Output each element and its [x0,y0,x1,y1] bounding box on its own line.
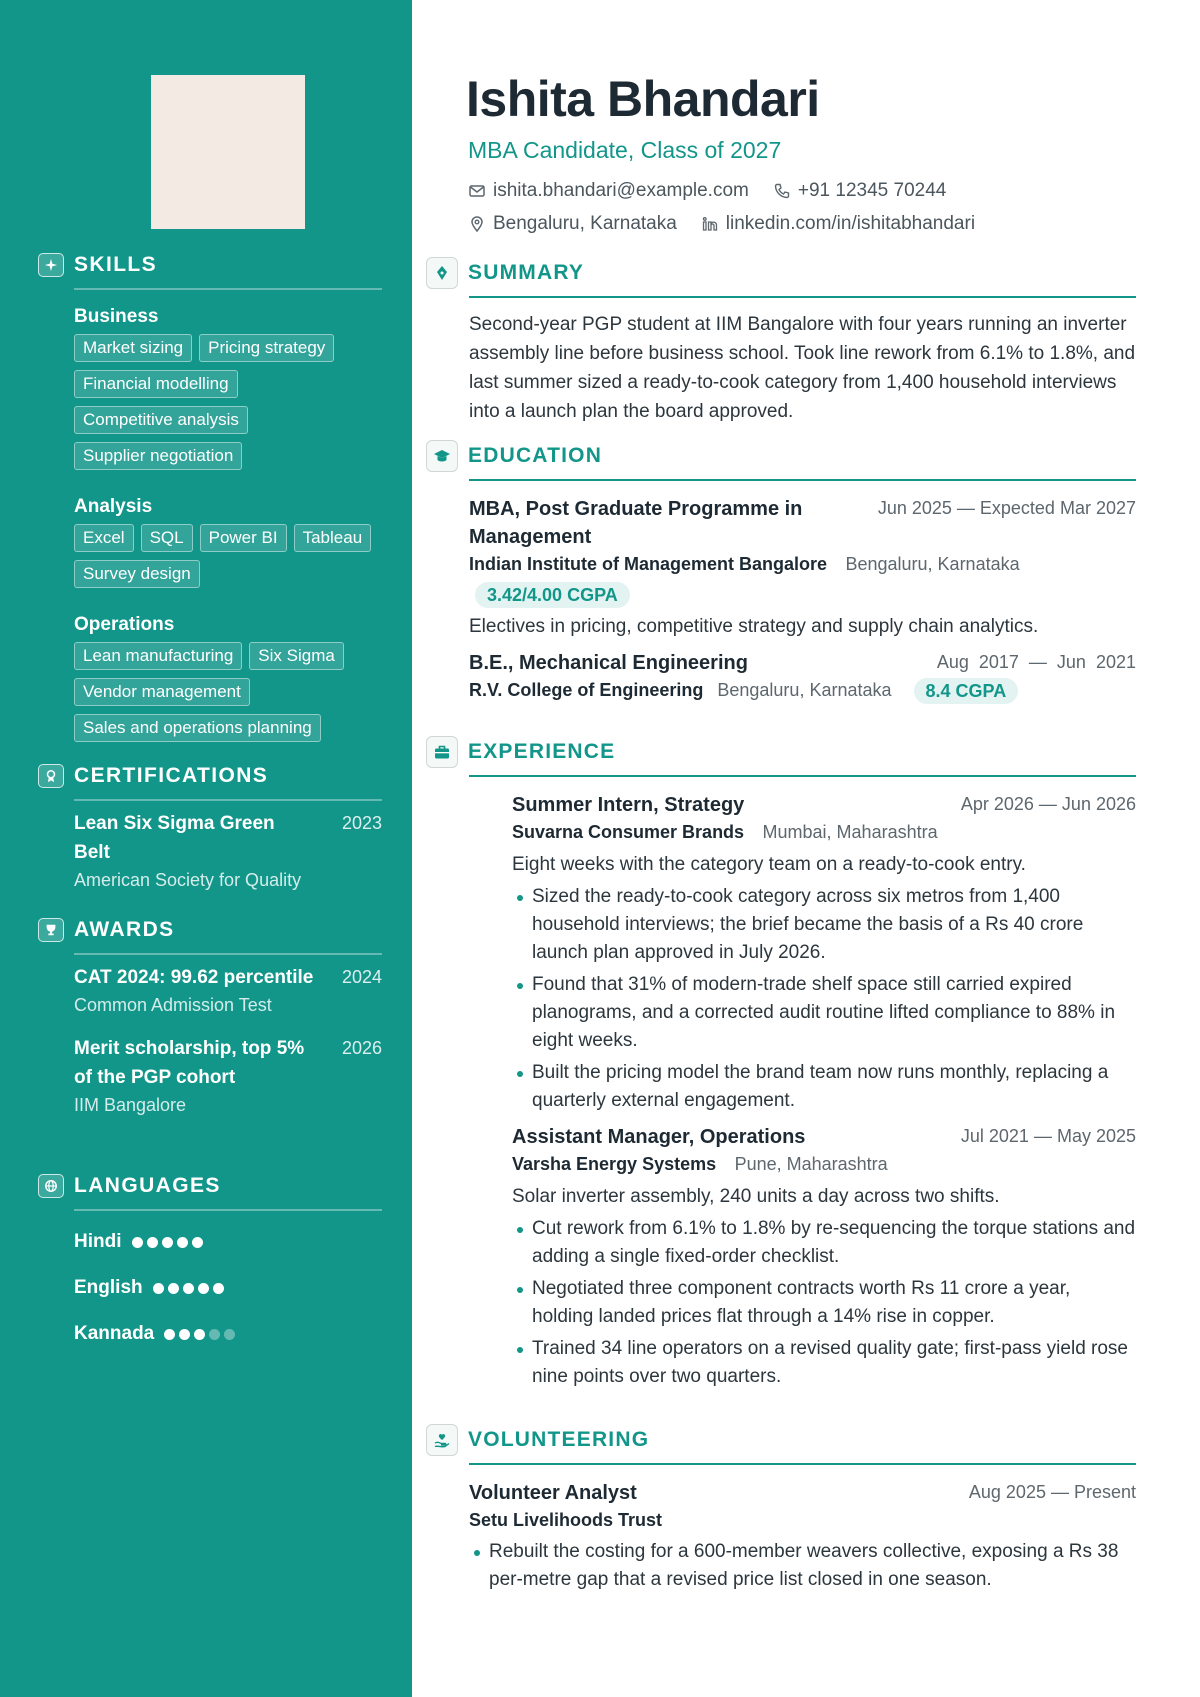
certification-name: Lean Six Sigma Green Belt [74,813,275,863]
email-contact[interactable] [468,180,749,202]
award-name: Merit scholarship, top 5% of the PGP cohort [74,1038,305,1088]
skill-chip: Financial modelling [74,370,238,398]
skill-chip: Competitive analysis [74,406,248,434]
skill-chip: Excel [74,524,134,552]
education-dates: Aug 2017 — Jun 2021 [936,652,1136,672]
sparkle-icon [38,253,64,277]
bullet-item: Sized the ready-to-cook category across six metros from 1,400 household interviews; the brief became the basis of a Rs 40 crore launch plan approved in July 2026. [512,883,1136,967]
proficiency-dot-filled [177,1237,188,1248]
linkedin-contact[interactable] [701,213,975,235]
summary-section [426,256,1136,426]
divider [469,479,1136,481]
proficiency-dot-filled [179,1329,190,1340]
certificate-icon [38,764,64,788]
award-name: CAT 2024: 99.62 percentile [74,967,314,988]
job-role: Assistant Manager, Operations [512,1126,806,1148]
bullet-item: Trained 34 line operators on a revised quality gate; first-pass yield rose nine points over two quarters. [512,1335,1136,1391]
language-name: Kannada [74,1323,155,1344]
bullet-item: Found that 31% of modern-trade shelf space still carried expired planograms, and a corrected audit routine lifted compliance to 88% in eight weeks. [512,971,1136,1055]
proficiency-dots [164,1329,239,1340]
skill-chip: Market sizing [74,334,192,362]
degree: MBA, Post Graduate Programme in Management [469,498,803,548]
briefcase-icon [426,736,458,768]
skill-chip: Sales and operations planning [74,714,321,742]
divider [74,799,382,801]
education-note: Electives in pricing, competitive strategy and supply chain analytics. [469,616,1039,637]
proficiency-dot-empty [224,1329,235,1340]
skill-chip: Tableau [294,524,372,552]
contact-row-1 [468,180,970,202]
headline: MBA Candidate, Class of 2027 [468,137,782,163]
award-issuer: IIM Bangalore [74,1095,187,1115]
education-item [469,495,1136,641]
school-name: Indian Institute of Management Bangalore [469,554,828,574]
skill-chip: SQL [141,524,193,552]
skill-chip: Lean manufacturing [74,642,242,670]
skill-chip: Supplier negotiation [74,442,242,470]
volunteer-bullets [469,1538,1136,1594]
education-section [426,439,1136,704]
award-item [74,1034,382,1118]
award-item [74,963,382,1018]
proficiency-dot-filled [192,1237,203,1248]
volunteer-dates: Aug 2025 — Present [968,1482,1136,1502]
proficiency-dot-filled [198,1283,209,1294]
phone-text: +91 12345 70244 [797,180,947,201]
proficiency-dot-filled [132,1237,143,1248]
skill-group-operations [74,614,382,742]
proficiency-dot-filled [147,1237,158,1248]
job-summary: Solar inverter assembly, 240 units a day across two shifts. [512,1186,1000,1207]
proficiency-dot-filled [183,1283,194,1294]
proficiency-dots [153,1283,228,1294]
linkedin-text: linkedin.com/in/ishitabhandari [725,213,976,234]
education-item [469,649,1136,704]
pen-nib-icon [426,257,458,289]
divider [469,1463,1136,1465]
skill-group-analysis [74,496,382,588]
degree: B.E., Mechanical Engineering [469,652,748,674]
job-dates: Jul 2021 — May 2025 [960,1126,1136,1146]
language-item [74,1273,382,1303]
certification-year: 2023 [341,813,382,833]
job-summary: Eight weeks with the category team on a ready-to-cook entry. [512,854,1026,875]
email-text: ishita.bhandari@example.com [493,180,749,201]
proficiency-dot-filled [162,1237,173,1248]
skill-group-title: Business [74,306,159,327]
certifications-section [38,762,382,893]
graduation-cap-icon [426,440,458,472]
school-location: Bengaluru, Karnataka [717,680,892,700]
hand-heart-icon [426,1424,458,1456]
skill-chip: Vendor management [74,678,250,706]
skill-chip: Pricing strategy [199,334,334,362]
skill-chip: Six Sigma [249,642,344,670]
divider [74,288,382,290]
awards-title: AWARDS [74,918,175,941]
school-name: R.V. College of Engineering [469,680,704,700]
experience-title: EXPERIENCE [468,740,616,763]
location-text: Bengaluru, Karnataka [493,213,677,234]
skills-title: SKILLS [74,253,158,276]
skill-group-business [74,306,382,470]
company-name: Varsha Energy Systems [512,1154,717,1174]
bullet-item: Rebuilt the costing for a 600-member weavers collective, exposing a Rs 38 per-metre gap that a revised price list closed in one season. [469,1538,1136,1594]
language-name: Hindi [74,1231,122,1252]
award-year: 2024 [341,967,382,987]
award-issuer: Common Admission Test [74,995,272,1015]
certifications-title: CERTIFICATIONS [74,764,269,787]
envelope-icon [468,182,486,200]
divider [74,1209,382,1211]
company-location: Mumbai, Maharashtra [762,822,938,842]
divider [469,296,1136,298]
proficiency-dot-empty [209,1329,220,1340]
job-bullets [512,883,1136,1115]
job-bullets [512,1215,1136,1391]
skill-chip: Power BI [200,524,287,552]
proficiency-dot-filled [164,1329,175,1340]
bullet-item: Cut rework from 6.1% to 1.8% by re-sequencing the torque stations and adding a single fixed-order checklist. [512,1215,1136,1271]
volunteering-section [426,1423,1136,1594]
skill-chip: Survey design [74,560,200,588]
gpa-badge: 8.4 CGPA [914,678,1019,704]
skill-group-title: Operations [74,614,175,635]
company-location: Pune, Maharashtra [734,1154,888,1174]
skill-group-title: Analysis [74,496,153,517]
language-name: English [74,1277,143,1298]
divider [74,953,382,955]
phone-icon [773,182,791,200]
bullet-item: Built the pricing model the brand team now runs monthly, replacing a quarterly external engagement. [512,1059,1136,1115]
volunteering-title: VOLUNTEERING [468,1428,650,1451]
divider [469,775,1136,777]
volunteer-org: Setu Livelihoods Trust [469,1510,663,1530]
proficiency-dots [132,1237,207,1248]
school-location: Bengaluru, Karnataka [845,554,1020,574]
experience-section [426,735,1136,1391]
experience-item [512,1123,1136,1391]
candidate-name: Ishita Bhandari [466,71,820,127]
education-title: EDUCATION [468,444,603,467]
proficiency-dot-filled [153,1283,164,1294]
skills-section [38,251,382,742]
linkedin-icon [701,215,719,233]
job-dates: Apr 2026 — Jun 2026 [960,794,1136,814]
certification-issuer: American Society for Quality [74,870,302,890]
experience-item [512,791,1136,1115]
company-name: Suvarna Consumer Brands [512,822,745,842]
award-icon [38,918,64,942]
award-year: 2026 [341,1038,382,1058]
bullet-item: Negotiated three component contracts worth Rs 11 crore a year, holding landed prices flat through a 14% rise in copper. [512,1275,1136,1331]
languages-section [38,1172,382,1349]
globe-icon [38,1174,64,1198]
gpa-badge: 3.42/4.00 CGPA [475,582,630,608]
proficiency-dot-filled [213,1283,224,1294]
profile-photo-placeholder [151,75,305,229]
awards-section [38,916,382,1118]
contact-row-2 [468,213,999,235]
education-dates: Jun 2025 — Expected Mar 2027 [877,498,1136,518]
language-item [74,1227,382,1257]
job-role: Summer Intern, Strategy [512,794,745,816]
phone-contact[interactable] [773,180,946,202]
volunteer-role: Volunteer Analyst [469,1482,637,1504]
volunteering-item [469,1479,1136,1594]
proficiency-dot-filled [168,1283,179,1294]
location-contact [468,213,677,235]
language-item [74,1319,382,1349]
languages-title: LANGUAGES [74,1174,221,1197]
summary-text: Second-year PGP student at IIM Bangalore with four years running an inverter assembly line before business school. Took line rework from 6.1% to 1.8%, and last summer sized a ready-to-cook category from 1,400 household interviews into a launch plan the board approved. [469,314,1136,422]
summary-title: SUMMARY [468,261,585,284]
proficiency-dot-filled [194,1329,205,1340]
sidebar [0,0,412,1697]
map-pin-icon [468,215,486,233]
